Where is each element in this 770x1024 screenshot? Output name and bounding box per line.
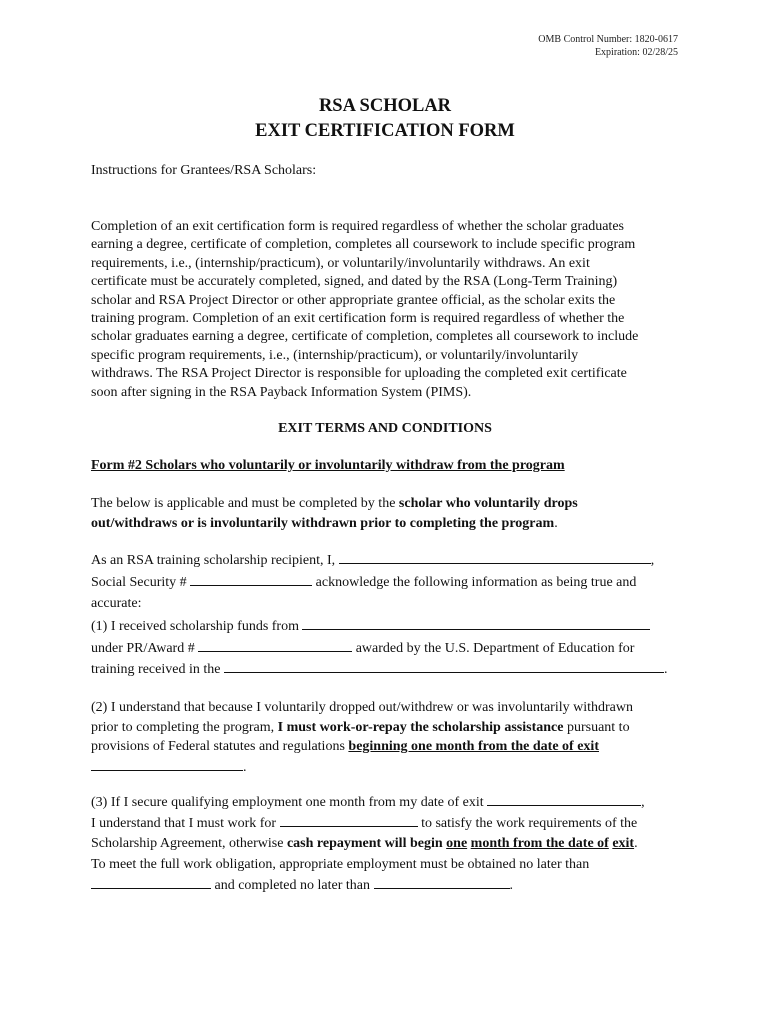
applicability-period: . [554,515,558,531]
item-3-text: Scholarship Agreement, otherwise [91,836,287,852]
paragraph-line: earning a degree, certificate of completion, completes all coursework to include specific program [91,237,636,253]
instructions-paragraph [91,218,691,402]
paragraph-line: soon after signing in the RSA Payback Information System (PIMS). [91,384,472,400]
item-3-text: I understand that I must work for [91,816,280,832]
title-line-1: RSA SCHOLAR [318,96,452,116]
award-number-field[interactable] [198,638,352,652]
item-3-text: to satisfy the work requirements of the [417,816,638,832]
item-3-bold-underlined: one [446,836,468,852]
applicability-text: The below is applicable and must be completed by the [91,496,399,511]
item-3 [91,792,691,896]
employment-end-deadline-field[interactable] [374,875,510,889]
recipient-text: accurate: [91,596,142,611]
item-2-text: (2) I understand that because I voluntarily dropped out/withdrew or was involuntarily withdrawn [91,700,633,715]
paragraph-line: withdraws. The RSA Project Director is responsible for uploading the completed exit certificate [91,366,627,382]
item-3-bold-underlined: exit [612,836,635,852]
item-3-text: (3) If I secure qualifying employment one month from my date of exit [91,795,488,810]
item-2-text: prior to completing the program, [91,719,278,735]
training-field[interactable] [224,659,664,673]
recipient-text: acknowledge the following information as being true and [312,574,637,590]
title-line-2: EXIT CERTIFICATION FORM [255,121,515,141]
applicability-statement [91,494,691,533]
item-3-period: . [634,836,638,852]
ssn-label: Social Security # [91,574,191,590]
paragraph-line: specific program requirements, i.e., (internship/practicum), or voluntarily/involuntarily [91,347,579,363]
omb-control-block [538,33,678,59]
item-3-text: To meet the full work obligation, appropriate employment must be obtained no later than [91,856,590,872]
form-title [0,94,770,144]
item-3-bold: cash repayment will begin [286,836,447,852]
award-label: under PR/Award # [91,640,199,656]
paragraph-line: certificate must be accurately completed, signed, and dated by the RSA (Long-Term Training) [91,274,618,290]
item-2-period: . [243,759,247,775]
exit-terms-heading: EXIT TERMS AND CONDITIONS [278,421,492,436]
exit-date-field[interactable] [91,757,243,771]
item-1-text: (1) I received scholarship funds from [91,619,303,634]
paragraph-line: scholar and RSA Project Director or other appropriate grantee official, as the scholar exits the [91,292,616,308]
form-2-heading: Form #2 Scholars who voluntarily or involuntarily withdraw from the program [91,458,565,473]
item-2-bold-underlined: beginning one month from the date of exit [348,739,599,754]
applicability-bold: out/withdraws or is involuntarily withdrawn prior to completing the program [91,515,555,531]
paragraph-line: training program. Completion of an exit certification form is required regardless of whether the [91,311,625,327]
recipient-name-field[interactable] [339,550,651,564]
ssn-field[interactable] [190,572,312,586]
recipient-text: As an RSA training scholarship recipient, I, [91,553,339,568]
item-3-text: and completed no later than [211,877,374,893]
item-3-period: . [509,877,513,893]
work-duration-field[interactable] [280,813,418,827]
paragraph-line: requirements, i.e., (internship/practicum), or voluntarily/involuntarily withdraws. An exit [91,255,590,271]
item-2 [91,698,691,777]
instructions-label: Instructions for Grantees/RSA Scholars: [91,163,317,178]
paragraph-line: Completion of an exit certification form is required regardless of whether the scholar graduates [91,219,624,234]
item-1-period: . [663,662,668,677]
applicability-bold: scholar who voluntarily drops [398,496,578,511]
employment-start-deadline-field[interactable] [91,875,211,889]
item-1-text: awarded by the U.S. Department of Education for [352,640,635,656]
item-1 [91,616,691,681]
employment-date-field[interactable] [487,792,641,806]
item-3-bold-underlined: month from the date of [470,836,609,852]
funds-source-field[interactable] [302,616,650,630]
item-1-text: training received in the [91,662,224,677]
item-2-text: provisions of Federal statutes and regulations [91,739,349,754]
omb-expiration: Expiration: 02/28/25 [594,47,678,58]
recipient-comma: , [650,553,655,568]
paragraph-line: scholar graduates earning a degree, certificate of completion, completes all coursework to include [91,329,639,345]
recipient-statement [91,550,691,615]
item-2-bold: I must work-or-repay the scholarship assistance [277,719,564,735]
omb-control-number: OMB Control Number: 1820-0617 [538,34,678,45]
item-3-comma: , [641,795,645,810]
item-2-text: pursuant to [563,719,630,735]
